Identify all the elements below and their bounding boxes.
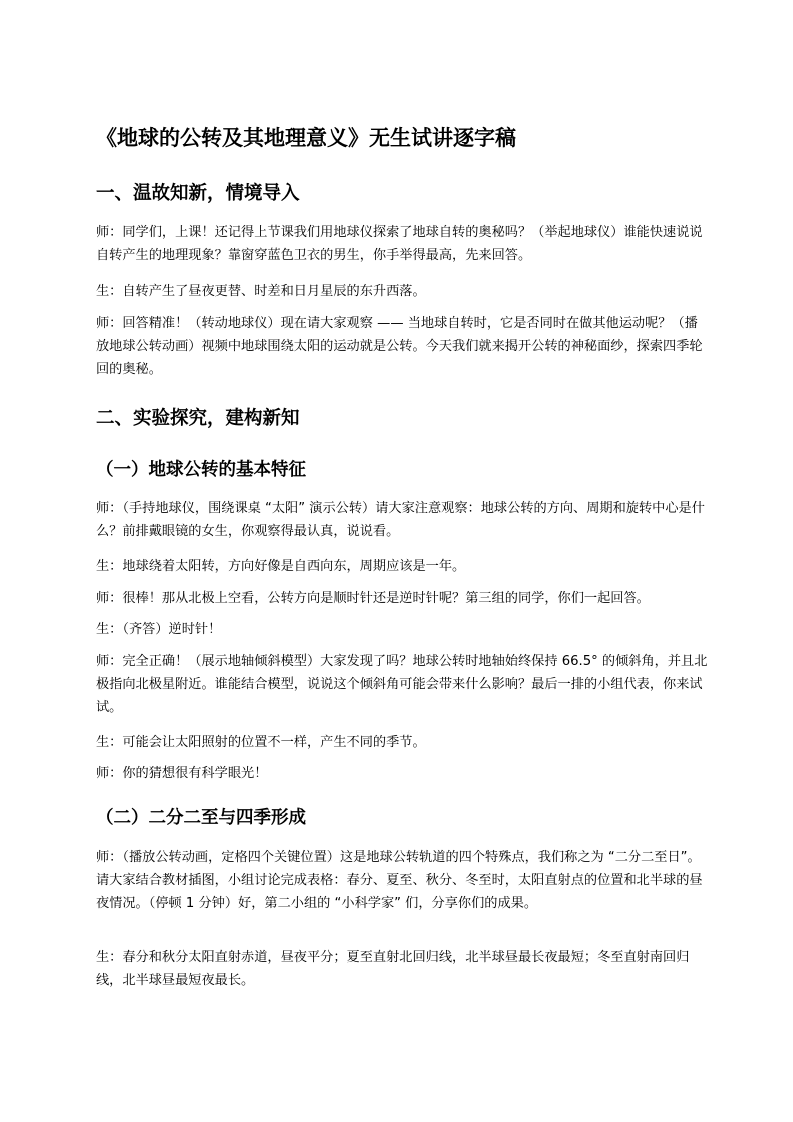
paragraph: 师：同学们，上课！还记得上节课我们用地球仪探索了地球自转的奥秘吗？（举起地球仪）谁能快速说说自转产生的地理现象？靠窗穿蓝色卫衣的男生，你手举得最高，先来回答。: [96, 225, 703, 263]
paragraph: 生：可能会让太阳照射的位置不一样，产生不同的季节。: [96, 735, 426, 750]
subsection-heading-2: （二）二分二至与四季形成: [96, 808, 306, 828]
paragraph: 生：自转产生了昼夜更替、时差和日月星辰的东升西落。: [96, 284, 426, 299]
section-heading-1: 一、温故知新，情境导入: [96, 183, 300, 204]
paragraph: 师：很棒！那从北极上空看，公转方向是顺时针还是逆时针呢？第三组的同学，你们一起回答。: [96, 591, 650, 606]
paragraph: 师：完全正确！（展示地轴倾斜模型）大家发现了吗？地球公转时地轴始终保持 66.5° 的倾斜角，并且北极指向北极星附近。谁能结合模型，说说这个倾斜角可能会带来什么影响？最后一排的小组代表，你来试试。: [96, 654, 708, 715]
paragraph: 师：（播放公转动画，定格四个关键位置）这是地球公转轨道的四个特殊点，我们称之为 “二分二至日”。请大家结合教材插图，小组讨论完成表格：春分、夏至、秋分、冬至时，太阳直射点的位置和北半球的昼夜情况。（停顿 1 分钟）好，第二小组的 “小科学家” 们，分享你们的成果。: [96, 850, 703, 911]
paragraph: 生：地球绕着太阳转，方向好像是自西向东，周期应该是一年。: [96, 559, 466, 574]
subsection-heading-1: （一）地球公转的基本特征: [96, 460, 306, 480]
paragraph: 生：春分和秋分太阳直射赤道，昼夜平分；夏至直射北回归线，北半球昼最长夜最短；冬至直射南回归线，北半球昼最短夜最长。: [96, 950, 690, 988]
paragraph: 师：你的猜想很有科学眼光！: [96, 766, 268, 781]
paragraph: 师：（手持地球仪，围绕课桌 “太阳” 演示公转）请大家注意观察：地球公转的方向、周期和旋转中心是什么？前排戴眼镜的女生，你观察得最认真，说说看。: [96, 501, 705, 539]
paragraph: 生：（齐答）逆时针！: [96, 622, 222, 637]
section-heading-2: 二、实验探究，建构新知: [96, 408, 300, 429]
document-title: 《地球的公转及其地理意义》无生试讲逐字稿: [96, 126, 516, 150]
paragraph: 师：回答精准！（转动地球仪）现在请大家观察 —— 当地球自转时，它是否同时在做其他运动呢？（播放地球公转动画）视频中地球围绕太阳的运动就是公转。今天我们就来揭开公转的神秘面纱，探索四季轮回的奥秘。: [96, 316, 703, 377]
